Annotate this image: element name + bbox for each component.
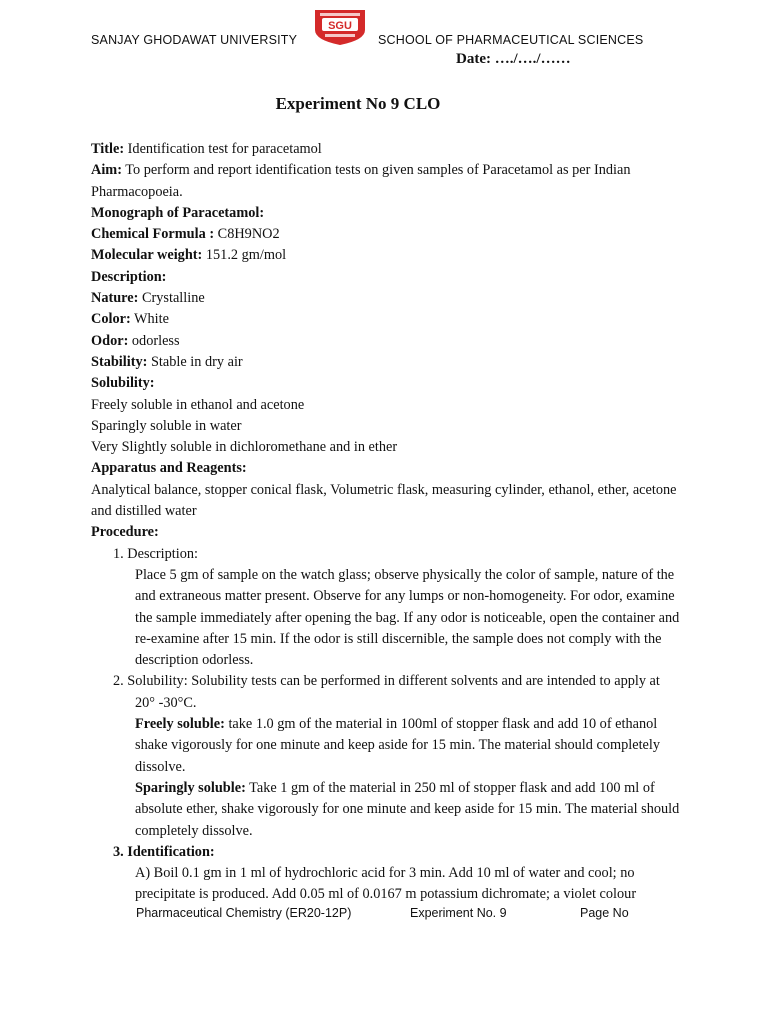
date-field: Date: …./…./…… [456,51,571,67]
school-name: SCHOOL OF PHARMACEUTICAL SCIENCES [378,33,644,47]
aim-line [91,160,681,203]
color-label: Color: [91,311,131,328]
mw-label: Molecular weight: [91,247,203,264]
formula-value: C8H9NO2 [214,226,280,243]
odor-value: odorless [128,332,180,349]
odor-label: Odor: [91,332,129,349]
aim-label: Aim: [91,162,122,179]
apparatus-text: Analytical balance, stopper conical flask, Volumetric flask, measuring cylinder, ethanol, ether, acetone and distilled water [91,481,677,520]
freely-label: Freely soluble: [135,716,225,733]
mw-line [91,245,681,266]
procedure-step-1: 1. Description: [113,545,198,562]
monograph-heading: Monograph of Paracetamol: [91,204,265,221]
description-heading: Description: [91,268,167,285]
university-logo [313,8,367,46]
stability-label: Stability: [91,353,148,370]
nature-line [91,288,681,309]
title-value: Identification test for paracetamol [124,141,322,157]
document-body [91,139,681,906]
sparingly-label: Sparingly soluble: [135,779,246,796]
solubility-item: Very Slightly soluble in dichloromethane and in ether [91,439,398,456]
page-header [0,8,768,88]
stability-value: Stable in dry air [147,353,243,370]
footer-experiment: Experiment No. 9 [410,906,507,920]
freely-value: take 1.0 gm of the material in 100ml of stopper flask and add 10 of ethanol shake vigorously for one minute and keep aside for 15 min. The material should completely dissolve. [135,716,661,775]
title-line [91,139,681,160]
university-name: SANJAY GHODAWAT UNIVERSITY [91,33,298,47]
procedure-step-3: 3. Identification: [113,843,215,860]
page-footer [0,906,768,926]
logo-text: SGU [328,20,352,32]
stability-line [91,352,681,373]
formula-line [91,224,681,245]
footer-page-number: Page No [580,906,629,920]
freely-soluble-text [91,714,681,778]
procedure-heading: Procedure: [91,524,159,541]
footer-course: Pharmaceutical Chemistry (ER20-12P) [136,906,352,920]
nature-label: Nature: [91,290,139,307]
apparatus-heading: Apparatus and Reagents: [91,460,247,477]
procedure-step-3-text: A) Boil 0.1 gm in 1 ml of hydrochloric acid for 3 min. Add 10 ml of water and cool; no precipitate is produced. Add 0.05 ml of 0.0167 m potassium dichromate; a violet colour [135,865,637,903]
solubility-heading: Solubility: [91,375,155,392]
solubility-item: Sparingly soluble in water [91,417,242,434]
sgu-logo-icon [313,8,367,46]
experiment-title: Experiment No 9 CLO [275,94,441,113]
color-line [91,309,681,330]
odor-line [91,331,681,352]
aim-value: To perform and report identification tests on given samples of Paracetamol as per Indian Pharmacopoeia. [91,162,631,200]
nature-value: Crystalline [138,290,205,307]
color-value: White [130,311,169,328]
mw-value: 151.2 gm/mol [202,247,287,264]
sparingly-value: Take 1 gm of the material in 250 ml of stopper flask and add 100 ml of absolute ether, shake vigorously for one minute and keep aside for 15 min. The material should completely dissolve. [135,779,680,839]
sparingly-soluble-text [91,778,681,842]
title-label: Title: [91,141,125,157]
formula-label: Chemical Formula : [91,226,215,243]
solubility-item: Freely soluble in ethanol and acetone [91,396,305,413]
procedure-step-1-text: Place 5 gm of sample on the watch glass; observe physically the color of sample, nature of the and extraneous matter present. Observe for any lumps or non-homogeneity. For odor, examine the sample immediately after opening the bag. If any odor is noticeable, open the container and re-examine after 15 min. If the odor is still discernible, the sample does not comply with the description odorless. [135,566,680,669]
procedure-step-2: 2. Solubility: Solubility tests can be performed in different solvents and are intended to apply at 20° -30°C. [113,673,660,711]
